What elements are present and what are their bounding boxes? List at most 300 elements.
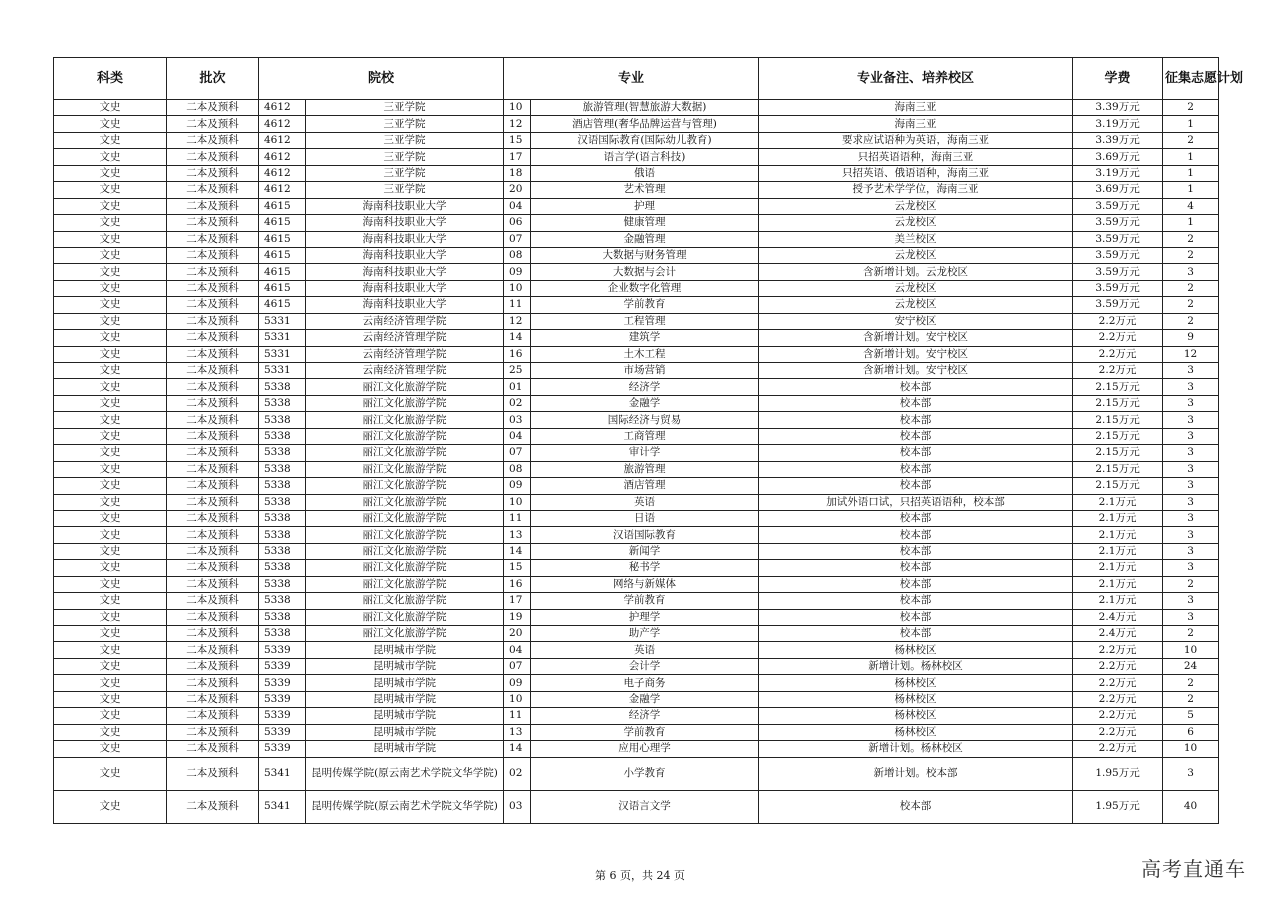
header-notes: 专业备注、培养校区 [759,58,1073,100]
cell-notes: 校本部 [759,626,1073,642]
cell-school-code: 5338 [259,576,306,592]
cell-school-code: 5339 [259,642,306,658]
cell-major: 秘书学 [531,560,759,576]
cell-tuition: 2.1万元 [1073,510,1163,526]
cell-category: 文史 [54,790,167,823]
cell-school-code: 5331 [259,346,306,362]
cell-school: 昆明传媒学院(原云南艺术学院文华学院) [306,790,504,823]
cell-category: 文史 [54,428,167,444]
cell-tuition: 3.69万元 [1073,182,1163,198]
table-row [54,560,1219,576]
cell-plan: 2 [1163,313,1219,329]
cell-tuition: 2.15万元 [1073,379,1163,395]
cell-tuition: 3.59万元 [1073,264,1163,280]
watermark-logo-text: 高考直通车 [1141,857,1246,881]
cell-plan: 3 [1163,461,1219,477]
cell-tuition: 3.59万元 [1073,280,1163,296]
cell-plan: 2 [1163,297,1219,313]
cell-major: 大数据与会计 [531,264,759,280]
cell-major-code: 20 [504,182,531,198]
cell-school-code: 4612 [259,116,306,132]
cell-notes: 校本部 [759,461,1073,477]
cell-plan: 4 [1163,198,1219,214]
cell-major: 土木工程 [531,346,759,362]
cell-plan: 2 [1163,576,1219,592]
cell-tuition: 2.15万元 [1073,428,1163,444]
cell-notes: 授予艺术学学位，海南三亚 [759,182,1073,198]
table-row [54,165,1219,181]
cell-batch: 二本及预科 [167,560,259,576]
cell-school: 海南科技职业大学 [306,215,504,231]
table-row [54,116,1219,132]
cell-school: 昆明城市学院 [306,741,504,757]
cell-school: 丽江文化旅游学院 [306,543,504,559]
cell-school: 昆明城市学院 [306,658,504,674]
cell-notes: 含新增计划。安宁校区 [759,346,1073,362]
cell-major-code: 25 [504,363,531,379]
cell-major-code: 12 [504,313,531,329]
cell-tuition: 2.1万元 [1073,527,1163,543]
cell-school-code: 4615 [259,264,306,280]
cell-tuition: 2.1万元 [1073,543,1163,559]
cell-batch: 二本及预科 [167,741,259,757]
cell-batch: 二本及预科 [167,231,259,247]
cell-school-code: 5338 [259,593,306,609]
cell-notes: 杨林校区 [759,724,1073,740]
cell-plan: 3 [1163,609,1219,625]
cell-batch: 二本及预科 [167,395,259,411]
cell-notes: 校本部 [759,609,1073,625]
cell-major-code: 10 [504,691,531,707]
cell-school-code: 5331 [259,330,306,346]
cell-batch: 二本及预科 [167,330,259,346]
cell-tuition: 2.15万元 [1073,395,1163,411]
cell-notes: 杨林校区 [759,691,1073,707]
cell-major: 护理学 [531,609,759,625]
cell-batch: 二本及预科 [167,363,259,379]
cell-major: 酒店管理(奢华品牌运营与管理) [531,116,759,132]
cell-school-code: 5331 [259,313,306,329]
cell-major-code: 03 [504,790,531,823]
cell-school: 丽江文化旅游学院 [306,379,504,395]
table-row [54,149,1219,165]
cell-major: 网络与新媒体 [531,576,759,592]
cell-plan: 3 [1163,560,1219,576]
cell-tuition: 2.2万元 [1073,346,1163,362]
cell-notes: 云龙校区 [759,297,1073,313]
header-major: 专业 [504,58,759,100]
cell-school-code: 5338 [259,478,306,494]
cell-plan: 10 [1163,741,1219,757]
cell-tuition: 3.59万元 [1073,231,1163,247]
table-row [54,100,1219,116]
cell-major-code: 11 [504,510,531,526]
cell-category: 文史 [54,363,167,379]
cell-major: 应用心理学 [531,741,759,757]
cell-school: 丽江文化旅游学院 [306,527,504,543]
cell-plan: 3 [1163,445,1219,461]
cell-category: 文史 [54,461,167,477]
table-row [54,215,1219,231]
cell-school: 云南经济管理学院 [306,330,504,346]
cell-school-code: 5338 [259,543,306,559]
cell-category: 文史 [54,510,167,526]
cell-batch: 二本及预科 [167,100,259,116]
cell-school: 丽江文化旅游学院 [306,494,504,510]
cell-major-code: 04 [504,428,531,444]
cell-school: 昆明城市学院 [306,708,504,724]
cell-major: 语言学(语言科技) [531,149,759,165]
cell-notes: 校本部 [759,560,1073,576]
cell-notes: 校本部 [759,576,1073,592]
cell-school: 云南经济管理学院 [306,313,504,329]
cell-school-code: 4615 [259,215,306,231]
cell-school-code: 5338 [259,609,306,625]
cell-batch: 二本及预科 [167,724,259,740]
table-row [54,642,1219,658]
cell-school: 海南科技职业大学 [306,247,504,263]
table-row [54,527,1219,543]
cell-school-code: 4612 [259,132,306,148]
cell-category: 文史 [54,494,167,510]
cell-school-code: 5338 [259,379,306,395]
table-row [54,543,1219,559]
cell-notes: 要求应试语种为英语，海南三亚 [759,132,1073,148]
cell-tuition: 3.39万元 [1073,132,1163,148]
cell-category: 文史 [54,527,167,543]
cell-tuition: 3.59万元 [1073,215,1163,231]
cell-plan: 6 [1163,724,1219,740]
cell-batch: 二本及预科 [167,247,259,263]
cell-plan: 3 [1163,363,1219,379]
cell-category: 文史 [54,412,167,428]
cell-notes: 只招英语语种，海南三亚 [759,149,1073,165]
table-row [54,264,1219,280]
cell-major: 学前教育 [531,724,759,740]
table-row [54,330,1219,346]
cell-notes: 校本部 [759,543,1073,559]
cell-major: 旅游管理(智慧旅游大数据) [531,100,759,116]
cell-major: 金融学 [531,395,759,411]
cell-batch: 二本及预科 [167,182,259,198]
cell-major: 经济学 [531,708,759,724]
cell-tuition: 2.1万元 [1073,560,1163,576]
cell-school: 昆明城市学院 [306,642,504,658]
table-row [54,445,1219,461]
cell-major: 小学教育 [531,757,759,790]
cell-notes: 美兰校区 [759,231,1073,247]
cell-plan: 3 [1163,593,1219,609]
cell-category: 文史 [54,658,167,674]
cell-major: 审计学 [531,445,759,461]
cell-batch: 二本及预科 [167,346,259,362]
cell-major-code: 17 [504,149,531,165]
cell-tuition: 2.1万元 [1073,494,1163,510]
cell-school-code: 4612 [259,100,306,116]
cell-category: 文史 [54,182,167,198]
cell-major-code: 11 [504,297,531,313]
cell-batch: 二本及预科 [167,543,259,559]
cell-school: 丽江文化旅游学院 [306,428,504,444]
cell-school-code: 5338 [259,461,306,477]
cell-school-code: 4615 [259,280,306,296]
cell-major: 企业数字化管理 [531,280,759,296]
header-row [54,58,1219,100]
cell-school-code: 4615 [259,198,306,214]
cell-category: 文史 [54,626,167,642]
cell-major: 国际经济与贸易 [531,412,759,428]
table-row [54,346,1219,362]
cell-notes: 校本部 [759,428,1073,444]
admission-plan-table [53,57,1244,824]
cell-category: 文史 [54,149,167,165]
cell-major-code: 02 [504,757,531,790]
cell-notes: 云龙校区 [759,280,1073,296]
table-row [54,510,1219,526]
table-row [54,626,1219,642]
cell-major-code: 06 [504,215,531,231]
cell-tuition: 2.4万元 [1073,609,1163,625]
cell-plan: 3 [1163,428,1219,444]
cell-tuition: 3.59万元 [1073,247,1163,263]
cell-tuition: 2.2万元 [1073,330,1163,346]
cell-notes: 云龙校区 [759,247,1073,263]
cell-plan: 1 [1163,116,1219,132]
cell-school: 三亚学院 [306,116,504,132]
cell-major-code: 03 [504,412,531,428]
table-row [54,757,1219,790]
cell-plan: 3 [1163,527,1219,543]
cell-major: 金融管理 [531,231,759,247]
cell-school: 海南科技职业大学 [306,280,504,296]
cell-plan: 1 [1163,215,1219,231]
cell-plan: 9 [1163,330,1219,346]
cell-tuition: 2.2万元 [1073,642,1163,658]
table-row [54,379,1219,395]
cell-batch: 二本及预科 [167,658,259,674]
cell-category: 文史 [54,165,167,181]
cell-school-code: 4612 [259,182,306,198]
cell-batch: 二本及预科 [167,461,259,477]
cell-notes: 云龙校区 [759,215,1073,231]
cell-batch: 二本及预科 [167,478,259,494]
cell-category: 文史 [54,198,167,214]
cell-school: 丽江文化旅游学院 [306,445,504,461]
cell-school: 云南经济管理学院 [306,363,504,379]
cell-category: 文史 [54,330,167,346]
cell-major-code: 20 [504,626,531,642]
cell-major-code: 10 [504,100,531,116]
cell-category: 文史 [54,215,167,231]
cell-batch: 二本及预科 [167,510,259,526]
cell-plan: 3 [1163,395,1219,411]
table-row [54,182,1219,198]
cell-category: 文史 [54,280,167,296]
cell-tuition: 2.2万元 [1073,741,1163,757]
cell-batch: 二本及预科 [167,313,259,329]
cell-school: 海南科技职业大学 [306,297,504,313]
cell-tuition: 3.19万元 [1073,165,1163,181]
cell-plan: 3 [1163,478,1219,494]
cell-plan: 3 [1163,379,1219,395]
table-row [54,428,1219,444]
cell-school-code: 5339 [259,675,306,691]
cell-batch: 二本及预科 [167,149,259,165]
cell-major: 健康管理 [531,215,759,231]
cell-notes: 海南三亚 [759,100,1073,116]
cell-major-code: 08 [504,461,531,477]
cell-school-code: 4612 [259,149,306,165]
cell-school-code: 4612 [259,165,306,181]
header-plan: 征集志愿计划 [1163,58,1219,100]
cell-batch: 二本及预科 [167,215,259,231]
cell-batch: 二本及预科 [167,165,259,181]
cell-plan: 3 [1163,510,1219,526]
cell-notes: 杨林校区 [759,708,1073,724]
cell-category: 文史 [54,231,167,247]
cell-batch: 二本及预科 [167,412,259,428]
cell-major: 大数据与财务管理 [531,247,759,263]
cell-major-code: 14 [504,330,531,346]
cell-batch: 二本及预科 [167,691,259,707]
cell-major: 日语 [531,510,759,526]
cell-major: 助产学 [531,626,759,642]
header-tuition: 学费 [1073,58,1163,100]
cell-batch: 二本及预科 [167,494,259,510]
cell-category: 文史 [54,757,167,790]
cell-school-code: 5338 [259,527,306,543]
table-row [54,395,1219,411]
table-row [54,461,1219,477]
cell-school: 昆明城市学院 [306,675,504,691]
table-row [54,297,1219,313]
cell-school: 丽江文化旅游学院 [306,510,504,526]
cell-school-code: 5339 [259,658,306,674]
cell-batch: 二本及预科 [167,264,259,280]
cell-major: 市场营销 [531,363,759,379]
cell-tuition: 2.2万元 [1073,708,1163,724]
cell-major-code: 14 [504,741,531,757]
cell-batch: 二本及预科 [167,642,259,658]
cell-school: 丽江文化旅游学院 [306,593,504,609]
cell-plan: 5 [1163,708,1219,724]
table-row [54,790,1219,823]
cell-school-code: 5339 [259,741,306,757]
cell-notes: 新增计划。杨林校区 [759,741,1073,757]
cell-plan: 3 [1163,412,1219,428]
cell-school: 海南科技职业大学 [306,264,504,280]
cell-category: 文史 [54,297,167,313]
cell-notes: 含新增计划。安宁校区 [759,330,1073,346]
cell-school-code: 5338 [259,494,306,510]
cell-school: 海南科技职业大学 [306,231,504,247]
cell-notes: 云龙校区 [759,198,1073,214]
cell-major-code: 07 [504,231,531,247]
cell-category: 文史 [54,609,167,625]
cell-major-code: 15 [504,560,531,576]
cell-category: 文史 [54,395,167,411]
cell-category: 文史 [54,100,167,116]
table-row [54,675,1219,691]
cell-major-code: 16 [504,576,531,592]
cell-notes: 校本部 [759,412,1073,428]
cell-school: 丽江文化旅游学院 [306,412,504,428]
cell-tuition: 2.2万元 [1073,363,1163,379]
cell-major: 艺术管理 [531,182,759,198]
cell-category: 文史 [54,478,167,494]
table-row [54,691,1219,707]
cell-major: 汉语国际教育 [531,527,759,543]
cell-plan: 2 [1163,691,1219,707]
cell-school: 昆明传媒学院(原云南艺术学院文华学院) [306,757,504,790]
cell-batch: 二本及预科 [167,626,259,642]
cell-major-code: 09 [504,264,531,280]
cell-school-code: 4615 [259,247,306,263]
cell-plan: 10 [1163,642,1219,658]
cell-school: 三亚学院 [306,149,504,165]
cell-school: 丽江文化旅游学院 [306,626,504,642]
cell-plan: 2 [1163,675,1219,691]
cell-category: 文史 [54,543,167,559]
cell-major: 旅游管理 [531,461,759,477]
cell-school: 昆明城市学院 [306,691,504,707]
cell-tuition: 2.1万元 [1073,593,1163,609]
table-row [54,494,1219,510]
cell-notes: 安宁校区 [759,313,1073,329]
cell-notes: 只招英语、俄语语种，海南三亚 [759,165,1073,181]
cell-plan: 2 [1163,626,1219,642]
cell-batch: 二本及预科 [167,198,259,214]
cell-major: 电子商务 [531,675,759,691]
cell-major-code: 14 [504,543,531,559]
cell-major: 英语 [531,642,759,658]
cell-tuition: 2.15万元 [1073,412,1163,428]
cell-notes: 加试外语口试，只招英语语种，校本部 [759,494,1073,510]
cell-school-code: 5338 [259,560,306,576]
cell-batch: 二本及预科 [167,527,259,543]
cell-tuition: 3.39万元 [1073,100,1163,116]
cell-school-code: 5338 [259,510,306,526]
cell-major-code: 15 [504,132,531,148]
cell-school: 三亚学院 [306,100,504,116]
table-row [54,708,1219,724]
cell-tuition: 2.2万元 [1073,691,1163,707]
cell-major: 汉语国际教育(国际幼儿教育) [531,132,759,148]
cell-tuition: 2.2万元 [1073,313,1163,329]
cell-batch: 二本及预科 [167,675,259,691]
cell-plan: 3 [1163,494,1219,510]
cell-major-code: 11 [504,708,531,724]
cell-major: 学前教育 [531,297,759,313]
cell-tuition: 2.4万元 [1073,626,1163,642]
cell-notes: 校本部 [759,445,1073,461]
cell-notes: 校本部 [759,379,1073,395]
cell-major: 工商管理 [531,428,759,444]
table-row [54,593,1219,609]
table-row [54,412,1219,428]
cell-school-code: 5339 [259,708,306,724]
cell-notes: 杨林校区 [759,642,1073,658]
cell-school-code: 5338 [259,445,306,461]
cell-school-code: 5338 [259,395,306,411]
cell-tuition: 2.2万元 [1073,658,1163,674]
cell-batch: 二本及预科 [167,609,259,625]
cell-tuition: 3.69万元 [1073,149,1163,165]
cell-plan: 2 [1163,231,1219,247]
cell-tuition: 2.15万元 [1073,445,1163,461]
cell-tuition: 2.2万元 [1073,724,1163,740]
cell-school-code: 5341 [259,757,306,790]
